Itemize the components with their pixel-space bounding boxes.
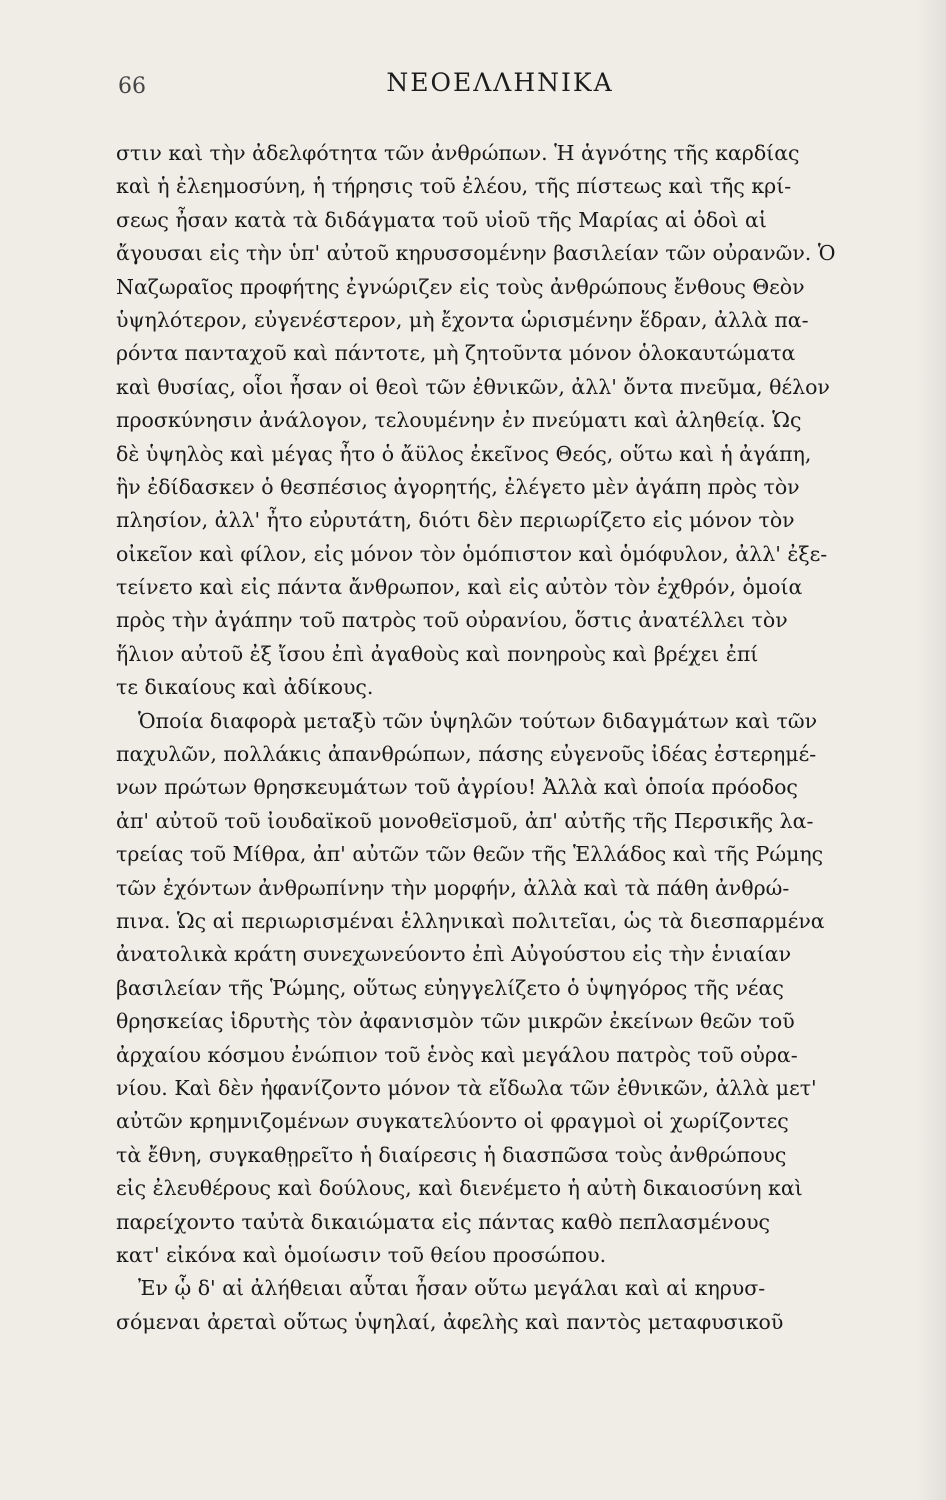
text-line: σόμεναι ἀρεταὶ οὕτως ὑψηλαί, ἀφελὴς καὶ παντὸς μεταφυσικοῦ [116, 1309, 784, 1334]
text-line: εἰς ἐλευθέρους καὶ δούλους, καὶ διενέμετο ἡ αὐτὴ δικαιοσύνη καὶ [116, 1176, 803, 1201]
text-line: πλησίον, ἀλλ' ἦτο εὐρυτάτη, διότι δὲν περιωρίζετο εἰς μόνον τὸν [116, 508, 795, 533]
page-number: 66 [118, 74, 146, 99]
text-line: βασιλείαν τῆς Ῥώμης, οὕτως εὐηγγελίζετο ὁ ὑψηγόρος τῆς νέας [116, 975, 784, 1000]
text-line: τείνετο καὶ εἰς πάντα ἄνθρωπον, καὶ εἰς αὐτὸν τὸν ἐχθρόν, ὁμοία [116, 575, 803, 600]
text-line: Ἐν ᾧ δ' αἱ ἀλήθειαι αὗται ἦσαν οὕτω μεγάλαι καὶ αἱ κηρυσ- [138, 1276, 766, 1301]
paragraph [116, 137, 876, 705]
text-line: τε δικαίους καὶ ἀδίκους. [116, 675, 374, 700]
text-line: δὲ ὑψηλὸς καὶ μέγας ἦτο ὁ ἄϋλος ἐκεῖνος Θεός, οὕτω καὶ ἡ ἀγάπη, [116, 441, 812, 466]
text-line: στιν καὶ τὴν ἀδελφότητα τῶν ἀνθρώπων. Ἡ ἁγνότης τῆς καρδίας [116, 141, 800, 165]
text-line: Ναζωραῖος προφήτης ἐγνώριζεν εἰς τοὺς ἀνθρώπους ἔνθους Θεὸν [116, 274, 805, 299]
text-line: ὑψηλότερον, εὐγενέστερον, μὴ ἔχοντα ὡρισμένην ἕδραν, ἀλλὰ πα- [116, 307, 809, 332]
text-line: καὶ ἡ ἐλεημοσύνη, ἡ τήρησις τοῦ ἐλέου, τῆς πίστεως καὶ τῆς κρί- [116, 174, 792, 199]
paragraph [116, 1272, 876, 1339]
text-line: κατ' εἰκόνα καὶ ὁμοίωσιν τοῦ θείου προσώπου. [116, 1242, 607, 1267]
text-line: παχυλῶν, πολλάκις ἀπανθρώπων, πάσης εὐγενοῦς ἰδέας ἐστερημέ- [116, 742, 817, 767]
text-line: ἄγουσαι εἰς τὴν ὑπ' αὐτοῦ κηρυσσομένην βασιλείαν τῶν οὐρανῶν. Ὁ [116, 241, 836, 266]
paragraph [116, 705, 876, 1273]
text-line: ἣν ἐδίδασκεν ὁ θεσπέσιος ἀγορητής, ἐλέγετο μὲν ἀγάπη πρὸς τὸν [116, 474, 800, 499]
text-line: τὰ ἔθνη, συγκαθῃρεῖτο ἡ διαίρεσις ἡ διασπῶσα τοὺς ἀνθρώπους [116, 1142, 787, 1167]
text-line: παρείχοντο ταὐτὰ δικαιώματα εἰς πάντας καθὸ πεπλασμένους [116, 1209, 771, 1234]
text-line: σεως ἦσαν κατὰ τὰ διδάγματα τοῦ υἱοῦ τῆς Μαρίας αἱ ὁδοὶ αἱ [116, 207, 767, 232]
running-title: ΝΕΟΕΛΛΗΝΙΚΑ [386, 68, 614, 97]
text-line: προσκύνησιν ἀνάλογον, τελουμένην ἐν πνεύματι καὶ ἀληθείᾳ. Ὡς [116, 408, 802, 433]
text-line: καὶ θυσίας, οἷοι ἦσαν οἱ θεοὶ τῶν ἐθνικῶν, ἀλλ' ὄντα πνεῦμα, θέλον [116, 374, 830, 399]
text-line: νων πρώτων θρησκευμάτων τοῦ ἀγρίου! Ἀλλὰ καὶ ὁποία πρόοδος [116, 775, 798, 800]
page-header [110, 68, 890, 108]
text-line: αὐτῶν κρημνιζομένων συγκατελύοντο οἱ φραγμοὶ οἱ χωρίζοντες [116, 1109, 789, 1134]
text-line: τῶν ἐχόντων ἀνθρωπίνην τὴν μορφήν, ἀλλὰ καὶ τὰ πάθη ἀνθρώ- [116, 875, 790, 900]
text-line: ρόντα πανταχοῦ καὶ πάντοτε, μὴ ζητοῦντα μόνον ὁλοκαυτώματα [116, 341, 796, 366]
text-line: τρείας τοῦ Μίθρα, ἀπ' αὐτῶν τῶν θεῶν τῆς Ἑλλάδος καὶ τῆς Ρώμης [116, 842, 824, 867]
text-line: ἀπ' αὐτοῦ τοῦ ἰουδαϊκοῦ μονοθεϊσμοῦ, ἀπ' αὐτῆς τῆς Περσικῆς λα- [116, 808, 814, 833]
text-line: Ὁποία διαφορὰ μεταξὺ τῶν ὑψηλῶν τούτων διδαγμάτων καὶ τῶν [138, 708, 818, 733]
text-line: ἥλιον αὐτοῦ ἐξ ἴσου ἐπὶ ἀγαθοὺς καὶ πονηροὺς καὶ βρέχει ἐπί [116, 641, 759, 666]
text-line: νίου. Καὶ δὲν ἠφανίζοντο μόνον τὰ εἴδωλα τῶν ἐθνικῶν, ἀλλὰ μετ' [116, 1075, 817, 1100]
text-line: οἰκεῖον καὶ φίλον, εἰς μόνον τὸν ὁμόπιστον καὶ ὁμόφυλον, ἀλλ' ἐξε- [116, 541, 828, 566]
text-line: πινα. Ὡς αἱ περιωρισμέναι ἑλληνικαὶ πολιτεῖαι, ὡς τὰ διεσπαρμένα [116, 908, 825, 933]
text-line: ἀνατολικὰ κράτη συνεχωνεύοντο ἐπὶ Αὐγούστου εἰς τὴν ἑνιαίαν [116, 942, 792, 967]
text-line: ἀρχαίου κόσμου ἐνώπιον τοῦ ἑνὸς καὶ μεγάλου πατρὸς τοῦ οὐρα- [116, 1042, 798, 1067]
page-edge-shadow [916, 0, 946, 1500]
body-text [116, 137, 876, 1339]
text-line: θρησκείας ἱδρυτὴς τὸν ἀφανισμὸν τῶν μικρῶν ἐκείνων θεῶν τοῦ [116, 1009, 795, 1034]
text-line: πρὸς τὴν ἀγάπην τοῦ πατρὸς τοῦ οὐρανίου, ὅστις ἀνατέλλει τὸν [116, 608, 788, 633]
